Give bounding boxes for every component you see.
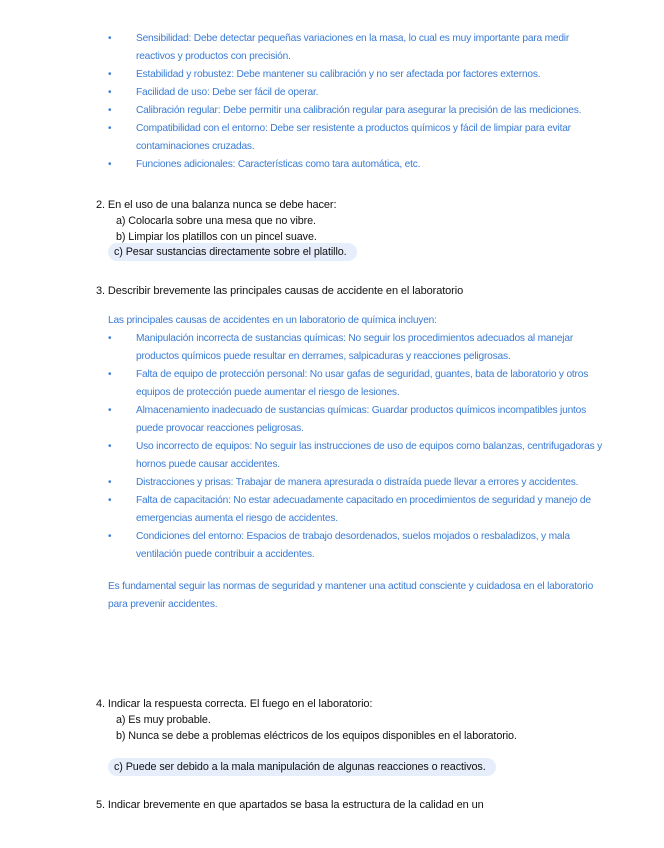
list-item-text: Falta de capacitación: No estar adecuadamente capacitado en procedimientos de seguridad y manejo de emergencias aumenta el riesgo de accidentes. (136, 495, 591, 524)
list-item (108, 402, 608, 438)
list-item (108, 492, 608, 528)
bullet: • (108, 441, 112, 452)
accident-causes-list (108, 330, 608, 564)
list-item (108, 120, 608, 156)
bullet: • (108, 495, 112, 506)
list-item-text: Falta de equipo de protección personal: No usar gafas de seguridad, guantes, bata de laboratorio y otros equipos de protección puede aumentar el riesgo de lesiones. (136, 369, 589, 398)
list-item-text: Distracciones y prisas: Trabajar de manera apresurada o distraída puede llevar a errores y accidentes. (136, 477, 579, 488)
list-item-text: Condiciones del entorno: Espacios de trabajo desordenados, suelos mojados o resbaladizos, y mala ventilación puede contribuir a accidentes. (136, 531, 570, 560)
bullet: • (108, 531, 112, 542)
bullet: • (108, 405, 112, 416)
list-item (108, 528, 608, 564)
list-item (108, 474, 608, 492)
bullet: • (108, 69, 112, 80)
list-item-text: Estabilidad y robustez: Debe mantener su calibración y no ser afectada por factores externos. (136, 69, 541, 80)
question-4-title: 4. Indicar la respuesta correcta. El fuego en el laboratorio: (96, 698, 373, 710)
question-2-option-c-highlighted: c) Pesar sustancias directamente sobre el platillo. (108, 243, 357, 261)
list-item-text: Calibración regular: Debe permitir una calibración regular para asegurar la precisión de las mediciones. (136, 105, 582, 116)
bullet: • (108, 333, 112, 344)
bullet: • (108, 33, 112, 44)
question-4-option-c-highlighted: c) Puede ser debido a la mala manipulación de algunas reacciones o reactivos. (108, 758, 496, 776)
question-2-title: 2. En el uso de una balanza nunca se debe hacer: (96, 199, 337, 211)
question-3-intro: Las principales causas de accidentes en un laboratorio de química incluyen: (108, 315, 437, 326)
list-item (108, 84, 608, 102)
list-item (108, 66, 608, 84)
list-item (108, 102, 608, 120)
question-2-option-a: a) Colocarla sobre una mesa que no vibre. (116, 215, 316, 227)
list-item (108, 156, 608, 174)
question-3-conclusion: Es fundamental seguir las normas de seguridad y mantener una actitud consciente y cuidadosa en el laboratorio para prevenir accidentes. (108, 581, 594, 610)
list-item-text: Compatibilidad con el entorno: Debe ser resistente a productos químicos y fácil de limpiar para evitar contaminaciones cruzadas. (136, 123, 571, 152)
bullet: • (108, 123, 112, 134)
question-4-option-b: b) Nunca se debe a problemas eléctricos de los equipos disponibles en el laboratorio. (116, 730, 517, 742)
list-item-text: Almacenamiento inadecuado de sustancias químicas: Guardar productos químicos incompatibles juntos puede provocar reacciones peligrosas. (136, 405, 587, 434)
question-3-title: 3. Describir brevemente las principales causas de accidente en el laboratorio (96, 285, 464, 297)
bullet: • (108, 477, 112, 488)
question-5-title: 5. Indicar brevemente en que apartados se basa la estructura de la calidad en un (96, 799, 484, 811)
list-item (108, 330, 608, 366)
list-item (108, 30, 608, 66)
question-2-option-b: b) Limpiar los platillos con un pincel suave. (116, 231, 317, 243)
bullet: • (108, 369, 112, 380)
list-item (108, 366, 608, 402)
bullet: • (108, 159, 112, 170)
list-item (108, 438, 608, 474)
bullet: • (108, 105, 112, 116)
list-item-text: Facilidad de uso: Debe ser fácil de operar. (136, 87, 319, 98)
list-item-text: Funciones adicionales: Características como tara automática, etc. (136, 159, 421, 170)
list-item-text: Uso incorrecto de equipos: No seguir las instrucciones de uso de equipos como balanzas, centrifugadoras y hornos puede causar accidentes. (136, 441, 603, 470)
bullet: • (108, 87, 112, 98)
list-item-text: Manipulación incorrecta de sustancias químicas: No seguir los procedimientos adecuados al manejar productos químicos puede resultar en derrames, salpicaduras y reacciones peligrosas. (136, 333, 574, 362)
question-4-option-a: a) Es muy probable. (116, 714, 211, 726)
list-item-text: Sensibilidad: Debe detectar pequeñas variaciones en la masa, lo cual es muy importante para medir reactivos y productos con precisión. (136, 33, 570, 62)
balance-characteristics-list (108, 30, 608, 174)
